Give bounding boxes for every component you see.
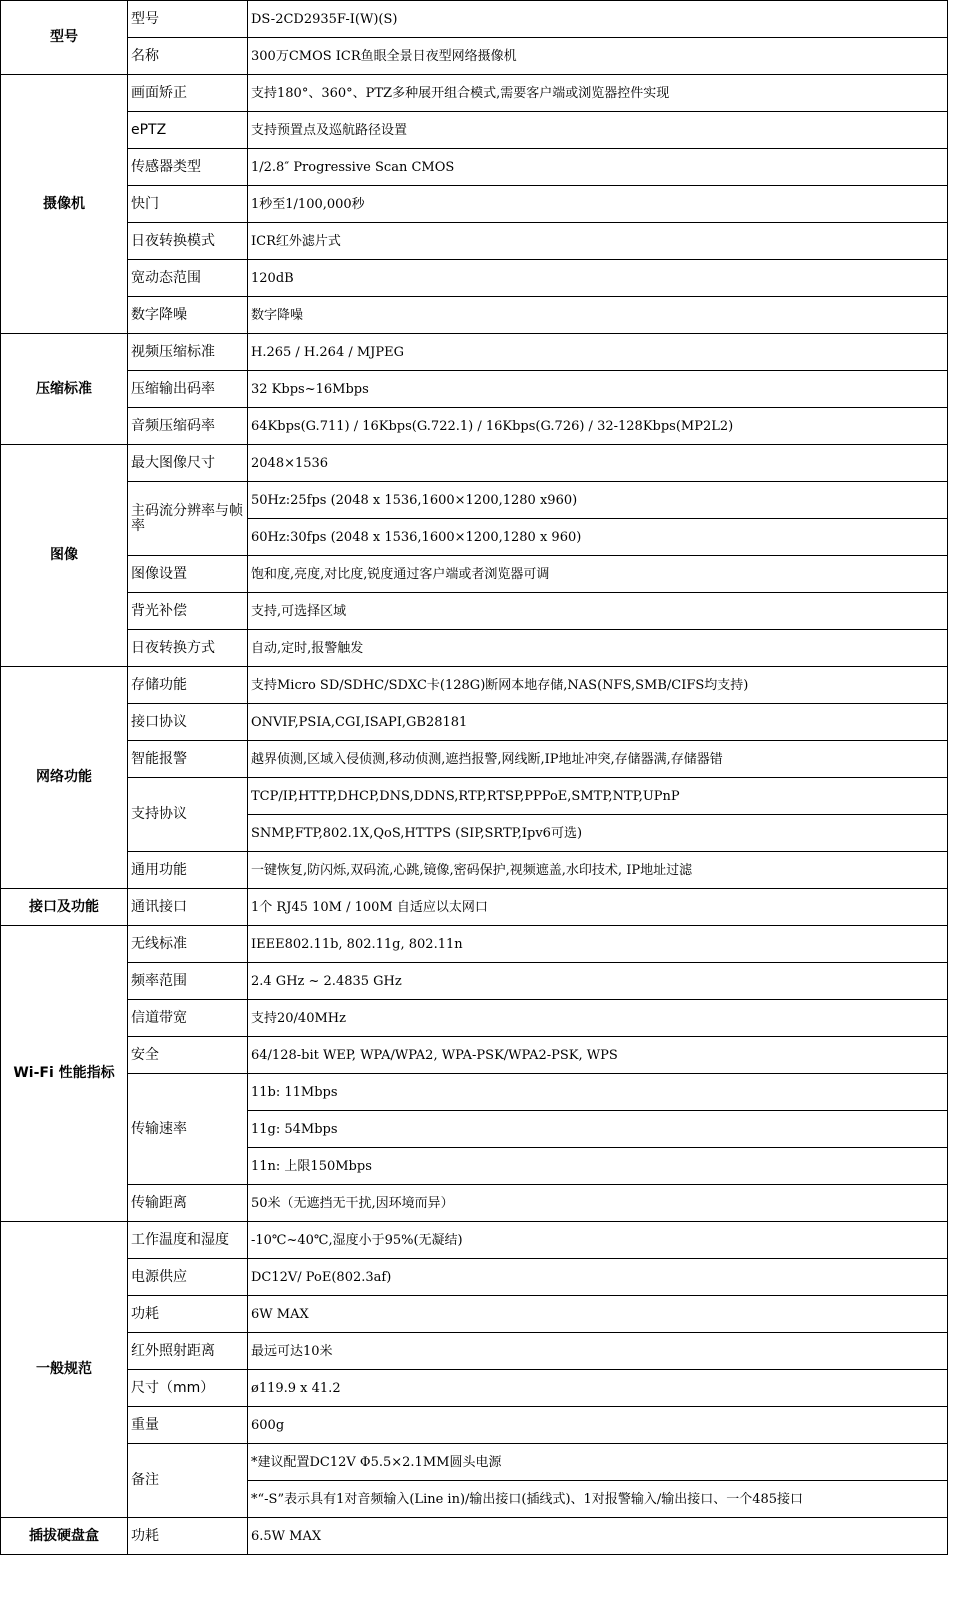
table-row [1, 1333, 948, 1370]
spec-name-cell: 传感器类型 [128, 149, 248, 186]
table-row [1, 704, 948, 741]
spec-value-cell: 6W MAX [248, 1296, 948, 1333]
table-row [1, 1222, 948, 1259]
table-row [1, 889, 948, 926]
spec-value-cell: 11b: 11Mbps [248, 1074, 948, 1111]
spec-value-cell: 11g: 54Mbps [248, 1111, 948, 1148]
table-row [1, 223, 948, 260]
table-row [1, 778, 948, 815]
table-row [1, 1370, 948, 1407]
spec-name-cell: 安全 [128, 1037, 248, 1074]
spec-name-cell: 名称 [128, 38, 248, 75]
table-row [1, 1074, 948, 1111]
table-row [1, 1259, 948, 1296]
table-row [1, 852, 948, 889]
spec-name-cell: 日夜转换方式 [128, 630, 248, 667]
spec-name-cell: 无线标准 [128, 926, 248, 963]
spec-value-cell: 2.4 GHz ~ 2.4835 GHz [248, 963, 948, 1000]
spec-name-cell: 支持协议 [128, 778, 248, 852]
table-row [1, 408, 948, 445]
spec-value-cell: 32 Kbps~16Mbps [248, 371, 948, 408]
spec-value-cell: IEEE802.11b, 802.11g, 802.11n [248, 926, 948, 963]
table-row [1, 445, 948, 482]
category-cell: 型号 [1, 1, 128, 75]
spec-name-cell: 通讯接口 [128, 889, 248, 926]
table-row [1, 1444, 948, 1481]
table-row [1, 38, 948, 75]
spec-value-cell: ICR红外滤片式 [248, 223, 948, 260]
spec-name-cell: 型号 [128, 1, 248, 38]
spec-value-cell: -10℃~40℃,湿度小于95%(无凝结) [248, 1222, 948, 1259]
spec-name-cell: 备注 [128, 1444, 248, 1518]
spec-name-cell: 频率范围 [128, 963, 248, 1000]
table-row [1, 1, 948, 38]
table-row [1, 75, 948, 112]
spec-value-cell: 300万CMOS ICR鱼眼全景日夜型网络摄像机 [248, 38, 948, 75]
spec-name-cell: 存储功能 [128, 667, 248, 704]
spec-value-cell: 1秒至1/100,000秒 [248, 186, 948, 223]
spec-value-cell: 64Kbps(G.711) / 16Kbps(G.722.1) / 16Kbps(G.726) / 32-128Kbps(MP2L2) [248, 408, 948, 445]
table-row [1, 630, 948, 667]
category-cell: 接口及功能 [1, 889, 128, 926]
table-row [1, 667, 948, 704]
spec-table-body [1, 1, 948, 1555]
spec-value-cell: 11n: 上限150Mbps [248, 1148, 948, 1185]
table-row [1, 1518, 948, 1555]
spec-value-cell: 支持Micro SD/SDHC/SDXC卡(128G)断网本地存储,NAS(NFS,SMB/CIFS均支持) [248, 667, 948, 704]
spec-value-cell: 越界侦测,区域入侵侦测,移动侦测,遮挡报警,网线断,IP地址冲突,存储器满,存储器错 [248, 741, 948, 778]
category-cell: 压缩标准 [1, 334, 128, 445]
spec-value-cell: 支持20/40MHz [248, 1000, 948, 1037]
spec-name-cell: 传输速率 [128, 1074, 248, 1185]
spec-value-cell: 1个 RJ45 10M / 100M 自适应以太网口 [248, 889, 948, 926]
spec-name-cell: 信道带宽 [128, 1000, 248, 1037]
spec-value-cell: 60Hz:30fps (2048 x 1536,1600×1200,1280 x 960) [248, 519, 948, 556]
spec-name-cell: 压缩输出码率 [128, 371, 248, 408]
table-row [1, 926, 948, 963]
table-row [1, 1407, 948, 1444]
spec-value-cell: DC12V/ PoE(802.3af) [248, 1259, 948, 1296]
spec-value-cell: H.265 / H.264 / MJPEG [248, 334, 948, 371]
table-row [1, 963, 948, 1000]
spec-value-cell: 数字降噪 [248, 297, 948, 334]
spec-name-cell: 画面矫正 [128, 75, 248, 112]
spec-value-cell: 1/2.8″ Progressive Scan CMOS [248, 149, 948, 186]
spec-name-cell: 工作温度和湿度 [128, 1222, 248, 1259]
table-row [1, 741, 948, 778]
table-row [1, 1296, 948, 1333]
spec-value-cell: ONVIF,PSIA,CGI,ISAPI,GB28181 [248, 704, 948, 741]
spec-value-cell: *建议配置DC12V Φ5.5×2.1MM圆头电源 [248, 1444, 948, 1481]
spec-name-cell: 日夜转换模式 [128, 223, 248, 260]
spec-name-cell: 音频压缩码率 [128, 408, 248, 445]
spec-value-cell: 64/128-bit WEP, WPA/WPA2, WPA-PSK/WPA2-PSK, WPS [248, 1037, 948, 1074]
category-cell: 网络功能 [1, 667, 128, 889]
table-row [1, 593, 948, 630]
category-cell: 插拔硬盘盒 [1, 1518, 128, 1555]
spec-name-cell: 数字降噪 [128, 297, 248, 334]
table-row [1, 334, 948, 371]
spec-name-cell: 红外照射距离 [128, 1333, 248, 1370]
spec-value-cell: 最远可达10米 [248, 1333, 948, 1370]
spec-name-cell: 图像设置 [128, 556, 248, 593]
category-cell: Wi-Fi 性能指标 [1, 926, 128, 1222]
spec-value-cell: ø119.9 x 41.2 [248, 1370, 948, 1407]
spec-value-cell: 支持,可选择区域 [248, 593, 948, 630]
table-row [1, 1000, 948, 1037]
table-row [1, 112, 948, 149]
spec-name-cell: 尺寸（mm） [128, 1370, 248, 1407]
category-cell: 一般规范 [1, 1222, 128, 1518]
spec-name-cell: 视频压缩标准 [128, 334, 248, 371]
category-cell: 图像 [1, 445, 128, 667]
spec-name-cell: 背光补偿 [128, 593, 248, 630]
spec-value-cell: 50Hz:25fps (2048 x 1536,1600×1200,1280 x960) [248, 482, 948, 519]
spec-value-cell: 饱和度,亮度,对比度,锐度通过客户端或者浏览器可调 [248, 556, 948, 593]
spec-value-cell: TCP/IP,HTTP,DHCP,DNS,DDNS,RTP,RTSP,PPPoE,SMTP,NTP,UPnP [248, 778, 948, 815]
table-row [1, 482, 948, 519]
category-cell: 摄像机 [1, 75, 128, 334]
spec-value-cell: 一键恢复,防闪烁,双码流,心跳,镜像,密码保护,视频遮盖,水印技术, IP地址过滤 [248, 852, 948, 889]
spec-name-cell: 快门 [128, 186, 248, 223]
spec-value-cell: SNMP,FTP,802.1X,QoS,HTTPS (SIP,SRTP,Ipv6可选) [248, 815, 948, 852]
spec-name-cell: 接口协议 [128, 704, 248, 741]
spec-name-cell: 通用功能 [128, 852, 248, 889]
spec-name-cell: 功耗 [128, 1296, 248, 1333]
spec-value-cell: 50米（无遮挡无干扰,因环境而异） [248, 1185, 948, 1222]
spec-name-cell: 功耗 [128, 1518, 248, 1555]
spec-value-cell: 支持预置点及巡航路径设置 [248, 112, 948, 149]
table-row [1, 260, 948, 297]
spec-value-cell: 2048×1536 [248, 445, 948, 482]
table-row [1, 149, 948, 186]
spec-name-cell: 传输距离 [128, 1185, 248, 1222]
spec-name-cell: 智能报警 [128, 741, 248, 778]
spec-name-cell: 电源供应 [128, 1259, 248, 1296]
spec-value-cell: 120dB [248, 260, 948, 297]
spec-value-cell: 6.5W MAX [248, 1518, 948, 1555]
spec-name-cell: 主码流分辨率与帧率 [128, 482, 248, 556]
spec-name-cell: 最大图像尺寸 [128, 445, 248, 482]
spec-value-cell: 600g [248, 1407, 948, 1444]
table-row [1, 371, 948, 408]
table-row [1, 1037, 948, 1074]
spec-value-cell: 自动,定时,报警触发 [248, 630, 948, 667]
spec-value-cell: 支持180°、360°、PTZ多种展开组合模式,需要客户端或浏览器控件实现 [248, 75, 948, 112]
table-row [1, 297, 948, 334]
spec-name-cell: 宽动态范围 [128, 260, 248, 297]
spec-value-cell: *“-S”表示具有1对音频输入(Line in)/输出接口(插线式)、1对报警输入/输出接口、一个485接口 [248, 1481, 948, 1518]
spec-name-cell: ePTZ [128, 112, 248, 149]
table-row [1, 186, 948, 223]
table-row [1, 1185, 948, 1222]
table-row [1, 556, 948, 593]
spec-name-cell: 重量 [128, 1407, 248, 1444]
spec-value-cell: DS-2CD2935F-I(W)(S) [248, 1, 948, 38]
